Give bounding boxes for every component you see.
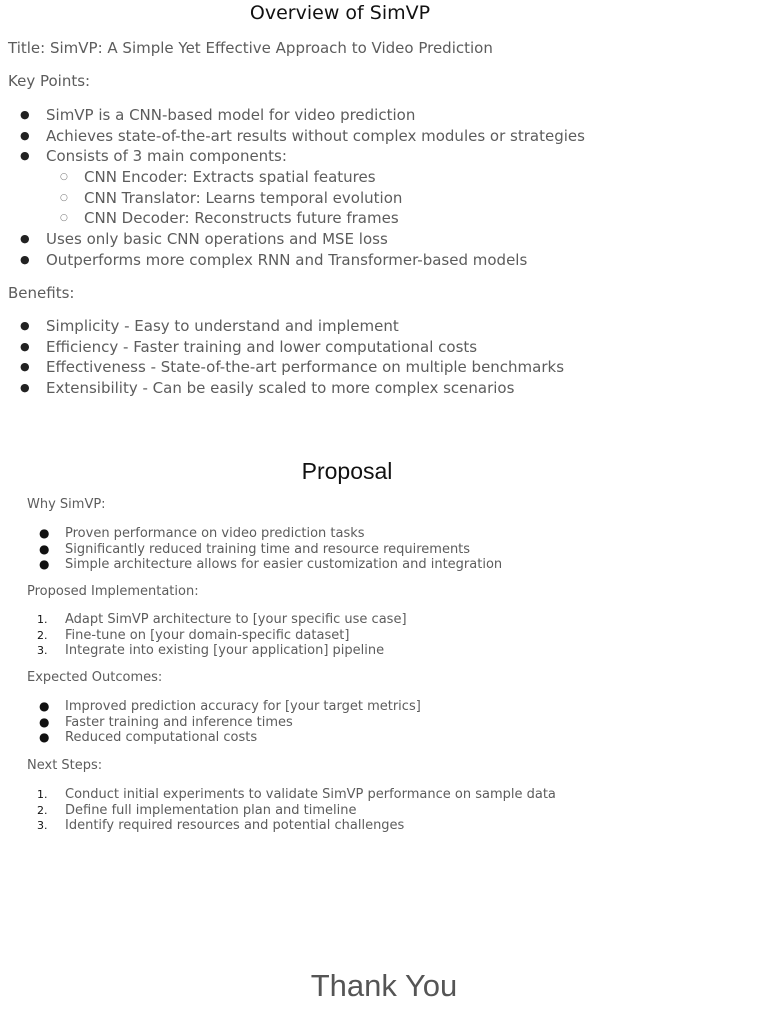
list-item [0,337,564,358]
list-item-text: Simplicity - Easy to understand and implement [46,317,399,335]
list-item-text: Extensibility - Can be easily scaled to more complex scenarios [46,379,515,398]
list-number: 3. [37,819,48,832]
paper-title-line: Title: SimVP: A Simple Yet Effective Approach to Video Prediction [8,39,493,57]
proposal-heading: Proposal [301,458,393,484]
list-item-text: Effectiveness - State-of-the-art performance on multiple benchmarks [46,358,565,377]
list-item [0,146,585,167]
bullet-icon: ● [39,714,50,729]
bullet-icon: ● [20,232,30,246]
list-item-text: Proven performance on video prediction tasks [65,526,365,541]
bullet-icon: ● [39,541,50,556]
list-item-text: Identify required resources and potential challenges [65,818,405,833]
list-item-text: Significantly reduced training time and resource requirements [65,541,471,557]
list-item [0,316,564,337]
list-item [0,643,407,659]
outcomes-list [0,699,421,746]
list-item-text: Adapt SimVP architecture to [your specific use case] [65,612,407,627]
bullet-icon: ● [39,526,50,540]
list-item-text: CNN Encoder: Extracts spatial features [84,168,376,187]
list-item-text: Improved prediction accuracy for [your target metrics] [65,699,421,714]
list-item [0,628,407,644]
list-number: 2. [37,803,48,817]
list-number: 3. [37,644,48,657]
why-simvp-label: Why SimVP: [27,497,106,512]
outcomes-label: Expected Outcomes: [27,670,163,685]
bullet-icon: ● [20,252,30,266]
bullet-icon: ● [20,128,30,142]
list-item [0,612,407,628]
list-item [0,105,585,126]
list-item-text: Define full implementation plan and timeline [65,802,357,818]
circle-bullet-icon: ○ [60,172,68,183]
benefits-label: Benefits: [8,284,75,302]
sub-list-item [0,167,585,188]
why-simvp-list [0,526,502,573]
bullet-icon: ● [20,149,30,163]
sub-list-item [0,188,585,209]
list-item [0,803,556,819]
list-item-text: SimVP is a CNN-based model for video prediction [46,106,416,124]
sub-list-item [0,208,585,229]
bullet-icon: ● [20,108,30,121]
list-item-text: Faster training and inference times [65,714,293,730]
list-item-text: Simple architecture allows for easier customization and integration [65,557,503,572]
implementation-label: Proposed Implementation: [27,584,199,599]
circle-bullet-icon: ○ [60,213,68,224]
list-item [0,715,421,731]
list-item [0,818,556,834]
list-item [0,250,585,271]
list-item [0,126,585,147]
list-item [0,730,421,746]
list-number: 1. [37,788,48,801]
bullet-icon: ● [39,730,50,744]
list-item [0,542,502,558]
list-item-text: CNN Translator: Learns temporal evolution [84,188,403,207]
bullet-icon: ● [20,319,30,332]
bullet-icon: ● [39,557,50,571]
list-item-text: Outperforms more complex RNN and Transformer-based models [46,250,528,269]
list-item-text: Conduct initial experiments to validate SimVP performance on sample data [65,787,556,802]
overview-heading: Overview of SimVP [249,2,431,24]
benefits-list [0,316,564,399]
bullet-icon: ● [39,699,50,713]
list-item-text: Reduced computational costs [65,730,258,745]
bullet-icon: ● [20,381,30,395]
list-item [0,378,564,399]
list-item-text: Integrate into existing [your application] pipeline [65,643,385,658]
next-steps-list [0,787,556,834]
list-number: 2. [37,628,48,642]
next-steps-label: Next Steps: [27,758,103,773]
list-item [0,787,556,803]
list-item-text: Consists of 3 main components: [46,147,287,166]
list-item-text: Efficiency - Faster training and lower computational costs [46,337,478,356]
list-item [0,357,564,378]
bullet-icon: ● [20,339,30,353]
list-item [0,229,585,250]
implementation-list [0,612,407,659]
list-item-text: CNN Decoder: Reconstructs future frames [84,209,399,228]
list-item-text: Uses only basic CNN operations and MSE loss [46,230,388,249]
list-item [0,526,502,542]
list-number: 1. [37,613,48,626]
key-points-list [0,105,585,271]
list-item-text: Achieves state-of-the-art results without complex modules or strategies [46,126,585,145]
list-item [0,699,421,715]
thank-you-heading: Thank You [310,968,458,1003]
circle-bullet-icon: ○ [60,192,68,203]
list-item [0,557,502,573]
bullet-icon: ● [20,360,30,374]
list-item-text: Fine-tune on [your domain-specific dataset] [65,627,350,643]
key-points-label: Key Points: [8,72,91,90]
